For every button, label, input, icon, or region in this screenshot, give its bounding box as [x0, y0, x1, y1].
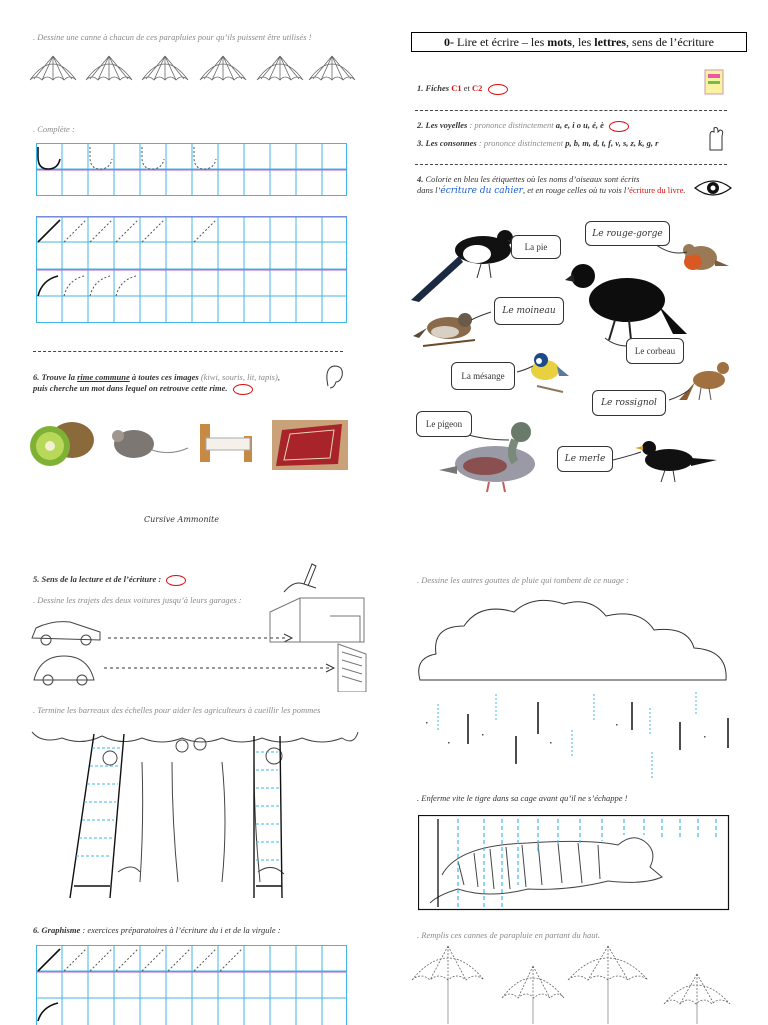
tiger-cage	[418, 815, 730, 911]
label-le-merle[interactable]: Le merle	[557, 446, 613, 472]
title-part-a: Lire et écrire – les	[454, 35, 547, 50]
item6b-line	[33, 925, 281, 936]
umbrellas-row-top	[28, 52, 358, 88]
item6b-label: Graphisme	[39, 925, 80, 935]
item4-line1: Colorie en bleu les étiquettes où les noms d’oiseaux sont écrits	[423, 174, 639, 184]
title-part-c: , sens de l’écriture	[626, 35, 714, 50]
blue-tit-image	[531, 353, 569, 392]
writing-grid-2	[36, 216, 348, 324]
fiches-line	[417, 83, 508, 95]
umbrella-icon	[412, 946, 484, 1024]
ladder-right	[254, 736, 282, 898]
umbrella-instruction: . Dessine une canne à chacun de ces parapluies pour qu’ils puissent être utilisés !	[33, 32, 373, 43]
fiches-and: et	[462, 83, 472, 93]
item6-paren: (kiwi, souris, lit, tapis)	[201, 372, 278, 382]
speech-bubble-icon	[609, 121, 629, 132]
label-le-rossignol[interactable]: Le rossignol	[592, 390, 666, 416]
fiches-num: 1.	[417, 83, 423, 93]
voyelles-num: 2.	[417, 120, 423, 130]
writing-grid-3	[36, 945, 348, 1025]
title-part-b: , les	[572, 35, 594, 50]
hand-sign-icon	[704, 124, 728, 154]
item4-livre: écriture du livre	[629, 185, 683, 195]
umbrella-icon	[30, 56, 76, 80]
item4-cahier: écriture du cahier	[440, 186, 523, 196]
item5-line	[33, 574, 186, 586]
consonnes-num: 3.	[417, 138, 423, 148]
umbrella-icon	[568, 946, 648, 1024]
rain-instruction: . Dessine les autres gouttes de pluie qui tombent de ce nuage :	[417, 575, 629, 586]
cards-icon	[703, 68, 727, 98]
ear-icon	[322, 362, 346, 392]
item6-line2: puis cherche un mot dans lequel on retrouve cette rime.	[33, 383, 228, 393]
fiches-c1: C1	[451, 83, 461, 93]
ladders-instruction: . Termine les barreaux des échelles pour aider les agriculteurs à cueillir les pommes	[33, 705, 320, 716]
consonnes-letters: p, b, m, d, t, f, v, s, z, k, g, r	[565, 138, 658, 148]
item6-num: 6.	[33, 372, 39, 382]
label-la-mesange[interactable]: La mésange	[451, 362, 515, 390]
mouse-image	[104, 420, 190, 466]
item6-text-a: Trouve la	[39, 372, 77, 382]
fiches-c2: C2	[472, 83, 482, 93]
label-la-pie[interactable]: La pie	[511, 235, 561, 259]
sparrow-image	[413, 313, 475, 346]
magpie-image	[411, 230, 513, 302]
item4-text	[417, 174, 717, 198]
blackbird-image	[635, 441, 717, 482]
cars-garages-scene	[30, 592, 370, 692]
item4-line2a: dans l’	[417, 185, 440, 195]
cars-instruction: . Dessine les trajets des deux voitures jusqu’à leurs garages :	[33, 595, 242, 606]
tiger-image	[430, 838, 662, 903]
ladder-left	[70, 734, 124, 898]
tiger-instruction: . Enferme vite le tigre dans sa cage avant qu’il ne s’échappe !	[417, 793, 627, 804]
robin-image	[683, 244, 729, 270]
consonnes-text: : prononce distinctement	[477, 138, 565, 148]
label-le-pigeon[interactable]: Le pigeon	[416, 411, 472, 437]
garage-bottom-image	[338, 644, 366, 692]
item5-label: Sens de la lecture et de l’écriture :	[39, 574, 161, 584]
voyelles-letters: a, e, i o u, é, è	[556, 120, 604, 130]
fiches-label: Fiches	[423, 83, 451, 93]
voyelles-label: Les voyelles	[423, 120, 467, 130]
nightingale-image	[679, 362, 729, 400]
item6b-num: 6.	[33, 925, 39, 935]
item6b-text: : exercices préparatoires à l’écriture du i et de la virgule :	[80, 925, 280, 935]
voyelles-line	[417, 120, 629, 132]
canes-instruction: . Remplis ces cannes de parapluie en partant du haut.	[417, 930, 600, 941]
sports-car-image	[32, 622, 100, 645]
title-lettres: lettres	[594, 35, 626, 50]
apple-trees-scene	[22, 722, 362, 902]
speech-bubble-icon	[233, 384, 253, 395]
label-le-rouge-gorge[interactable]: Le rouge-gorge	[585, 221, 670, 246]
bed-image	[196, 420, 258, 466]
title-number: 0-	[444, 35, 454, 50]
item4-dot: .	[683, 185, 685, 195]
item6-rime: rime commune	[77, 372, 130, 382]
section-divider	[415, 164, 727, 165]
consonnes-label: Les consonnes	[423, 138, 476, 148]
beetle-car-image	[34, 656, 94, 685]
label-le-moineau[interactable]: Le moineau	[494, 297, 564, 325]
kiwi-image	[26, 418, 98, 468]
raindrops	[420, 690, 740, 782]
complete-label: . Complète :	[33, 124, 75, 135]
item4-line2b: , et en rouge celles où tu vois l’	[523, 185, 629, 195]
crow-image	[565, 264, 687, 340]
cloud-image	[414, 592, 734, 692]
umbrellas-row-bottom	[408, 940, 738, 1024]
rug-image	[272, 420, 348, 470]
section-divider	[33, 351, 343, 352]
consonnes-line	[417, 138, 658, 149]
umbrella-icon	[502, 966, 564, 1024]
section-divider	[415, 110, 727, 111]
page-title	[411, 32, 747, 52]
eye-icon	[693, 176, 733, 200]
item6-text	[33, 372, 323, 395]
speech-bubble-icon	[488, 84, 508, 95]
speech-bubble-icon	[166, 575, 186, 586]
title-mots: mots	[547, 35, 572, 50]
writing-grid-1	[36, 143, 348, 197]
umbrella-icon	[664, 974, 730, 1024]
item6-text-b: à toutes ces images	[130, 372, 201, 382]
voyelles-text: : prononce distinctement	[467, 120, 555, 130]
item5-num: 5.	[33, 574, 39, 584]
signature: Cursive Ammonite	[144, 515, 219, 524]
label-le-corbeau[interactable]: Le corbeau	[626, 338, 684, 364]
garage-top-image	[270, 598, 364, 642]
item4-num: 4.	[417, 174, 423, 184]
item6-text-c: ,	[278, 372, 280, 382]
